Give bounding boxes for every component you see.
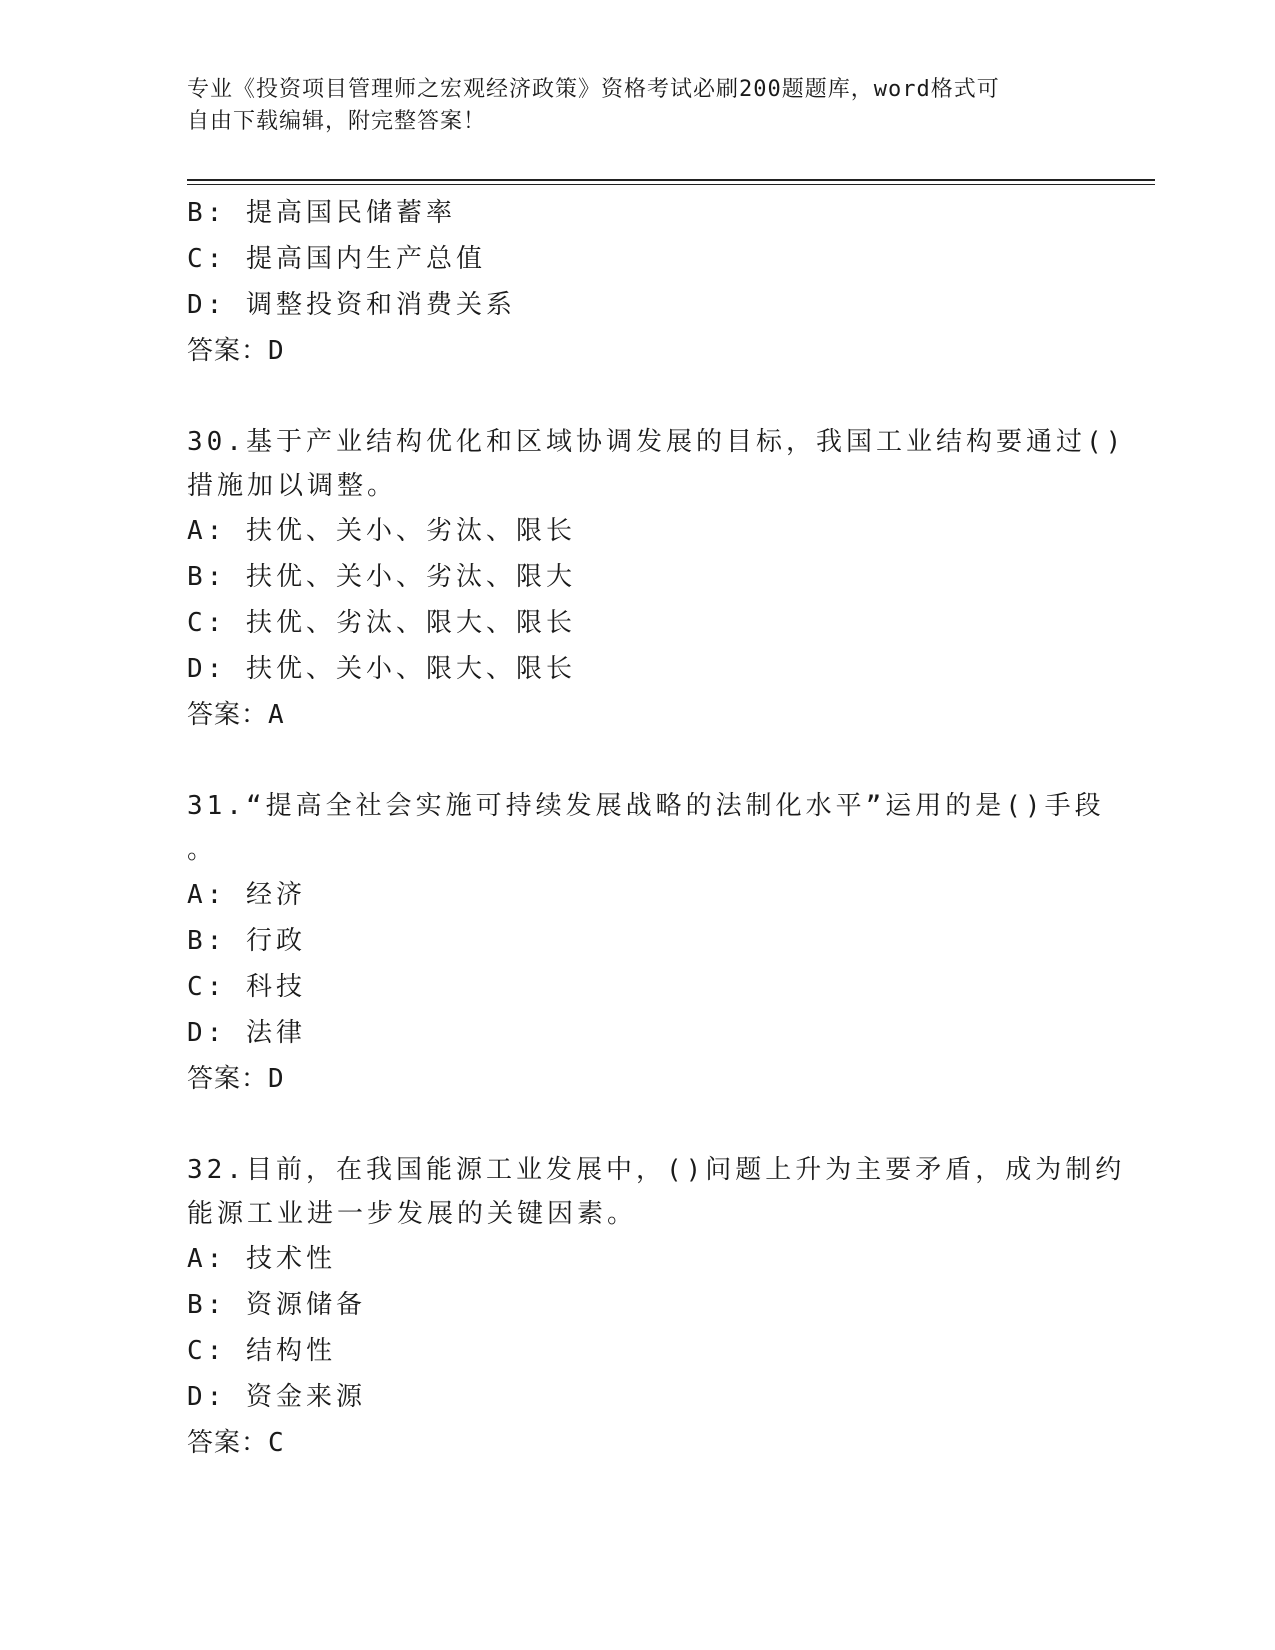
option-b: B: 资源储备 xyxy=(187,1290,366,1320)
answer: 答案：C xyxy=(187,1428,285,1458)
answer: 答案：A xyxy=(187,700,285,730)
question-text-line-1: 31.“提高全社会实施可持续发展战略的法制化水平”运用的是()手段 xyxy=(187,791,1105,821)
option-b: B: 行政 xyxy=(187,926,306,956)
answer: 答案：D xyxy=(187,1064,285,1094)
answer: 答案：D xyxy=(187,336,285,366)
option-b: B: 提高国民储蓄率 xyxy=(187,198,456,228)
option-d: D: 扶优、关小、限大、限长 xyxy=(187,654,576,684)
option-d: D: 资金来源 xyxy=(187,1382,366,1412)
header-line-2: 自由下载编辑，附完整答案！ xyxy=(187,109,487,134)
spacer xyxy=(187,738,1087,784)
option-b: B: 扶优、关小、劣汰、限大 xyxy=(187,562,576,592)
document-header xyxy=(187,74,1067,138)
spacer xyxy=(187,1102,1087,1148)
option-c: C: 科技 xyxy=(187,972,306,1002)
question-29 xyxy=(187,190,1087,374)
header-line-1: 专业《投资项目管理师之宏观经济政策》资格考试必刷200题题库，word格式可 xyxy=(187,77,1000,102)
header-divider xyxy=(187,179,1155,181)
option-c: C: 扶优、劣汰、限大、限长 xyxy=(187,608,576,638)
question-list xyxy=(187,190,1126,1466)
option-d: D: 法律 xyxy=(187,1018,306,1048)
option-d: D: 调整投资和消费关系 xyxy=(187,290,516,320)
option-a: A: 技术性 xyxy=(187,1244,336,1274)
question-30 xyxy=(187,420,1126,738)
question-31 xyxy=(187,784,1105,1102)
question-text-line-2: 。 xyxy=(187,835,218,865)
spacer xyxy=(187,374,1087,420)
question-text-line-1: 32.目前，在我国能源工业发展中，()问题上升为主要矛盾，成为制约 xyxy=(187,1155,1126,1185)
question-text-line-2: 能源工业进一步发展的关键因素。 xyxy=(187,1199,638,1229)
question-32 xyxy=(187,1148,1126,1466)
option-c: C: 结构性 xyxy=(187,1336,336,1366)
header-divider-thin xyxy=(187,184,1155,185)
option-a: A: 扶优、关小、劣汰、限长 xyxy=(187,516,576,546)
option-a: A: 经济 xyxy=(187,880,306,910)
question-text-line-1: 30.基于产业结构优化和区域协调发展的目标，我国工业结构要通过() xyxy=(187,427,1126,457)
question-text-line-2: 措施加以调整。 xyxy=(187,471,398,501)
option-c: C: 提高国内生产总值 xyxy=(187,244,486,274)
